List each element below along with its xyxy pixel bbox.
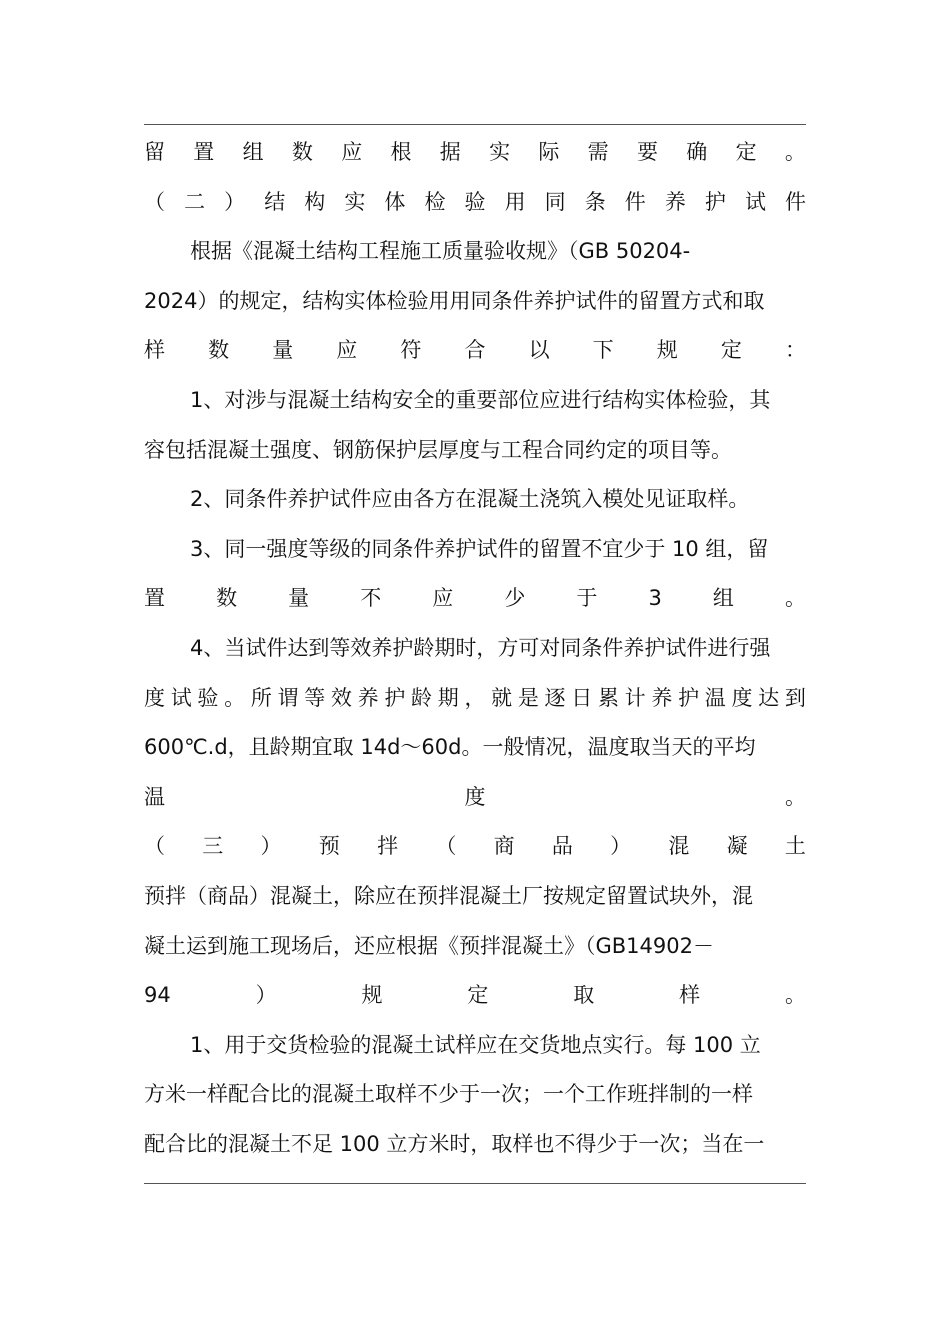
text-char: 试 bbox=[744, 189, 766, 214]
line-10-token: 。 bbox=[784, 586, 806, 611]
text-line-15 bbox=[144, 822, 806, 872]
text-char: 用 bbox=[504, 189, 526, 214]
line-10-token: 置 bbox=[144, 586, 165, 611]
text-char: 实 bbox=[344, 189, 366, 214]
text-char: 需 bbox=[587, 140, 609, 164]
line-10-token: 于 bbox=[576, 586, 598, 611]
text-char: 数 bbox=[291, 140, 313, 164]
text-line-16: 预拌（商品）混凝土，除应在预拌混凝土厂按规定留置试块外，混 bbox=[144, 883, 753, 908]
text-char: 护 bbox=[704, 189, 726, 214]
text-char: 实 bbox=[489, 140, 511, 164]
text-char: 龄 bbox=[411, 685, 433, 710]
text-char: 数 bbox=[208, 338, 230, 363]
text-line-7: 容包括混凝土强度、钢筋保护层厚度与工程合同约定的项目等。 bbox=[144, 437, 732, 462]
text-line-10 bbox=[144, 574, 806, 624]
text-char: 应 bbox=[341, 140, 363, 164]
text-line-12 bbox=[144, 674, 806, 724]
line-18-token: 样 bbox=[679, 983, 701, 1008]
text-char: 定 bbox=[720, 338, 742, 363]
document-body bbox=[144, 128, 806, 1169]
text-char: 计 bbox=[624, 685, 646, 710]
text-char: 度 bbox=[144, 685, 165, 710]
text-line-4: 2024）的规定，结构实体检验用用同条件养护试件的留置方式和取 bbox=[144, 288, 765, 313]
text-line-6: 1、对涉与混凝土结构安全的重要部位应进行结构实体检验，其 bbox=[190, 387, 771, 412]
text-char: 件 bbox=[624, 189, 646, 214]
text-char: 要 bbox=[636, 140, 658, 164]
text-char: 结 bbox=[264, 189, 286, 214]
text-char: ： bbox=[784, 338, 806, 363]
line-18-token: 定 bbox=[467, 983, 489, 1008]
text-char: （ bbox=[144, 834, 165, 859]
text-char: ） bbox=[260, 834, 282, 859]
text-char: ， bbox=[464, 685, 486, 710]
line-10-token: 不 bbox=[360, 586, 382, 611]
text-char: 验 bbox=[197, 685, 219, 710]
line-10-token: 3 bbox=[648, 586, 662, 611]
line-10-token: 少 bbox=[504, 586, 526, 611]
text-char: 合 bbox=[464, 338, 486, 363]
text-char: 量 bbox=[272, 338, 294, 363]
text-line-8: 2、同条件养护试件应由各方在混凝土浇筑入模处见证取样。 bbox=[190, 487, 750, 512]
text-line-1 bbox=[144, 128, 806, 178]
line-18-token: ） bbox=[255, 983, 277, 1008]
text-char: 三 bbox=[202, 834, 224, 859]
text-char: 度 bbox=[731, 685, 753, 710]
text-line-5 bbox=[144, 326, 806, 376]
text-char: 下 bbox=[592, 338, 614, 363]
text-char: 达 bbox=[758, 685, 780, 710]
text-char: 符 bbox=[400, 338, 422, 363]
text-char: 效 bbox=[330, 685, 352, 710]
line-18-token: 取 bbox=[573, 983, 595, 1008]
line-18-token: 。 bbox=[784, 983, 806, 1008]
text-char: 混 bbox=[668, 834, 690, 859]
text-char: 养 bbox=[357, 685, 379, 710]
line-14-token: 温 bbox=[144, 784, 165, 809]
text-char: 累 bbox=[597, 685, 619, 710]
text-char: 样 bbox=[144, 338, 165, 363]
text-char: 。 bbox=[784, 140, 806, 164]
text-char: 是 bbox=[517, 685, 539, 710]
text-char: 际 bbox=[538, 140, 560, 164]
text-char: 日 bbox=[571, 685, 593, 710]
text-line-9: 3、同一强度等级的同条件养护试件的留置不宜少于 10 组，留 bbox=[190, 536, 769, 561]
text-char: 温 bbox=[704, 685, 726, 710]
text-char: 谓 bbox=[277, 685, 299, 710]
text-char: 商 bbox=[493, 834, 515, 859]
text-char: 期 bbox=[437, 685, 459, 710]
text-char: 置 bbox=[193, 140, 215, 164]
text-char: 逐 bbox=[544, 685, 566, 710]
text-char: 根 bbox=[390, 140, 412, 164]
text-char: 二 bbox=[184, 189, 206, 214]
text-char: 等 bbox=[304, 685, 326, 710]
text-line-3: 根据《混凝土结构工程施工质量验收规》（GB 50204- bbox=[190, 239, 691, 264]
line-14-token: 度 bbox=[464, 784, 486, 809]
line-18-token: 规 bbox=[361, 983, 383, 1008]
text-char: 留 bbox=[144, 140, 165, 164]
text-char: （ bbox=[144, 189, 165, 214]
text-char: 应 bbox=[336, 338, 358, 363]
text-line-18 bbox=[144, 971, 806, 1021]
line-10-token: 量 bbox=[288, 586, 310, 611]
line-10-token: 组 bbox=[712, 586, 734, 611]
text-char: ） bbox=[224, 189, 246, 214]
text-char: 到 bbox=[784, 685, 806, 710]
text-char: 就 bbox=[491, 685, 513, 710]
text-line-2 bbox=[144, 178, 806, 228]
text-char: 据 bbox=[439, 140, 461, 164]
text-line-14 bbox=[144, 773, 806, 823]
text-char: 拌 bbox=[377, 834, 399, 859]
text-char: 凝 bbox=[726, 834, 748, 859]
text-char: 定 bbox=[735, 140, 757, 164]
text-char: 以 bbox=[528, 338, 550, 363]
text-line-19: 1、用于交货检验的混凝土试样应在交货地点实行。每 100 立 bbox=[190, 1032, 761, 1057]
text-line-20: 方米一样配合比的混凝土取样不少于一次；一个工作班拌制的一样 bbox=[144, 1082, 753, 1107]
text-char: 体 bbox=[384, 189, 406, 214]
text-char: 养 bbox=[651, 685, 673, 710]
text-line-13: 600℃.d，且龄期宜取 14d～60d。一般情况，温度取当天的平均 bbox=[144, 735, 756, 760]
text-char: 验 bbox=[464, 189, 486, 214]
text-char: 护 bbox=[384, 685, 406, 710]
header-rule bbox=[144, 124, 806, 125]
text-char: 条 bbox=[584, 189, 606, 214]
line-18-token: 94 bbox=[144, 983, 171, 1008]
text-char: （ bbox=[435, 834, 457, 859]
text-char: 组 bbox=[242, 140, 264, 164]
text-char: 试 bbox=[170, 685, 192, 710]
text-char: 养 bbox=[664, 189, 686, 214]
text-char: 确 bbox=[686, 140, 708, 164]
text-char: 预 bbox=[318, 834, 340, 859]
text-char: 构 bbox=[304, 189, 326, 214]
text-char: 品 bbox=[551, 834, 573, 859]
text-line-21: 配合比的混凝土不足 100 立方米时，取样也不得少于一次；当在一 bbox=[144, 1131, 765, 1156]
footer-rule bbox=[144, 1183, 806, 1184]
line-10-token: 数 bbox=[216, 586, 238, 611]
text-line-17: 凝土运到施工现场后，还应根据《预拌混凝土》（GB14902－ bbox=[144, 933, 714, 958]
text-char: 检 bbox=[424, 189, 446, 214]
text-char: ） bbox=[610, 834, 632, 859]
text-char: 规 bbox=[656, 338, 678, 363]
text-char: 护 bbox=[678, 685, 700, 710]
text-line-11: 4、当试件达到等效养护龄期时，方可对同条件养护试件进行强 bbox=[190, 635, 771, 660]
text-char: 。 bbox=[224, 685, 246, 710]
text-char: 件 bbox=[785, 189, 806, 214]
text-char: 所 bbox=[250, 685, 272, 710]
line-14-token: 。 bbox=[785, 784, 806, 809]
text-char: 同 bbox=[544, 189, 566, 214]
text-char: 土 bbox=[784, 834, 806, 859]
line-10-token: 应 bbox=[432, 586, 454, 611]
